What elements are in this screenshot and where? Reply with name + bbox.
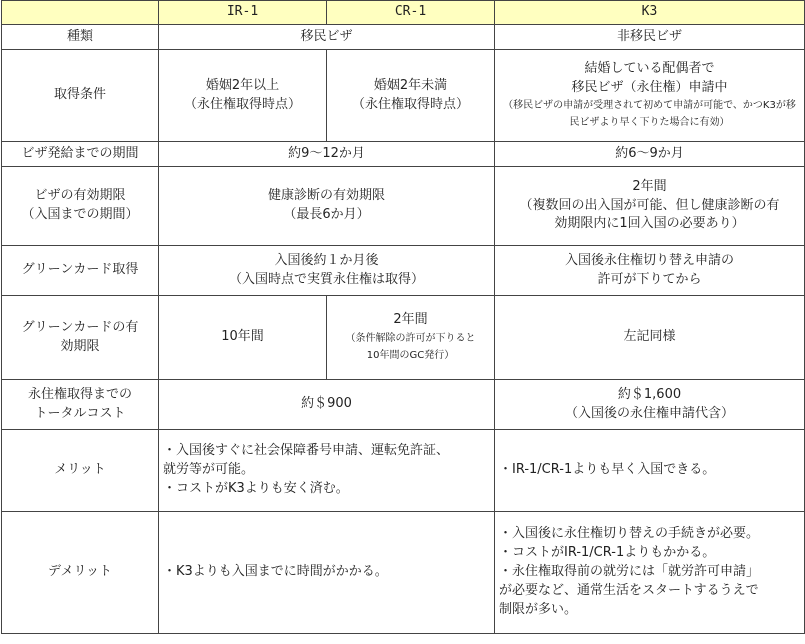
cell-period-ircr: 約9～12か月	[159, 142, 495, 167]
header-cr1: CR-1	[327, 1, 495, 25]
demerit-k3-line5: 制限が多い。	[499, 601, 578, 617]
row-greencard	[2, 246, 805, 296]
corner-cell	[2, 1, 159, 25]
gc-validity-cr1-line1: 2年間	[393, 312, 428, 328]
condition-k3-line1: 結婚している配偶者で	[584, 60, 715, 76]
cell-demerit-k3	[495, 512, 805, 634]
row-label-greencard: グリーンカード取得	[2, 246, 159, 296]
header-ir1: IR-1	[159, 1, 327, 25]
header-row	[2, 1, 805, 25]
cell-cost-k3	[495, 380, 805, 430]
cell-period-k3: 約6～9か月	[495, 142, 805, 167]
demerit-k3-line3: ・永住権取得前の就労には「就労許可申請」	[499, 564, 760, 580]
cell-greencard-ircr	[159, 246, 495, 296]
validity-label-line1: ビザの有効期限	[34, 188, 126, 204]
row-condition	[2, 50, 805, 142]
greencard-k3-line1: 入国後永住権切り替え申請の	[564, 252, 734, 268]
condition-ir1-line2: （永住権取得時点）	[183, 96, 301, 112]
cost-k3-line2: （入国後の永住権申請代含）	[564, 405, 734, 421]
cell-kind-k3: 非移民ビザ	[495, 25, 805, 50]
cost-k3-line1: 約＄1,600	[617, 386, 682, 402]
validity-ircr-line1: 健康診断の有効期限	[267, 188, 385, 204]
gc-validity-cr1-note2: 10年間のGC発行）	[366, 349, 455, 361]
merit-ircr-line2: 就労等が可能。	[163, 462, 255, 478]
gc-validity-cr1-note1: （条件解除の許可が下りると	[345, 332, 476, 344]
condition-cr1-line1: 婚姻2年未満	[373, 77, 448, 93]
row-period	[2, 142, 805, 167]
cell-kind-ircr: 移民ビザ	[159, 25, 495, 50]
row-gc-validity	[2, 296, 805, 380]
cell-gc-validity-ir1: 10年間	[159, 296, 327, 380]
gc-validity-label-line2: 効期限	[60, 338, 100, 354]
cell-condition-cr1	[327, 50, 495, 142]
row-label-period: ビザ発給までの期間	[2, 142, 159, 167]
cell-validity-k3	[495, 167, 805, 246]
row-label-validity	[2, 167, 159, 246]
row-label-demerit: デメリット	[2, 512, 159, 634]
demerit-k3-line4: が必要など、通常生活をスタートするうえで	[499, 582, 759, 598]
row-label-merit: メリット	[2, 430, 159, 512]
cell-condition-k3	[495, 50, 805, 142]
merit-ircr-line1: ・入国後すぐに社会保障番号申請、運転免許証、	[163, 443, 450, 459]
row-label-cost	[2, 380, 159, 430]
comparison-table	[1, 0, 805, 634]
merit-ircr-line3: ・コストがK3よりも安く済む。	[163, 480, 349, 496]
cell-demerit-ircr: ・K3よりも入国までに時間がかかる。	[159, 512, 495, 634]
demerit-k3-line2: ・コストがIR-1/CR-1よりもかかる。	[499, 545, 716, 561]
cost-label-line2: トータルコスト	[34, 405, 126, 421]
condition-k3-note: （移民ビザの申請が受理されて初めて申請が可能で、かつK3が移民ビザより早く下りた場合に有効）	[503, 100, 796, 129]
validity-ircr-line2: （最長6か月）	[283, 207, 370, 222]
greencard-ircr-line2: （入国時点で実質永住権は取得）	[228, 271, 424, 287]
condition-k3-line2: 移民ビザ（永住権）申請中	[571, 79, 728, 95]
header-k3: K3	[495, 1, 805, 25]
condition-cr1-line2: （永住権取得時点）	[351, 96, 469, 112]
cell-gc-validity-cr1	[327, 296, 495, 380]
cell-merit-k3: ・IR-1/CR-1よりも早く入国できる。	[495, 430, 805, 512]
row-label-gc-validity	[2, 296, 159, 380]
cost-label-line1: 永住権取得までの	[27, 386, 132, 402]
greencard-k3-line2: 許可が下りてから	[597, 271, 702, 287]
cell-gc-validity-k3: 左記同様	[495, 296, 805, 380]
greencard-ircr-line1: 入国後約１か月後	[274, 252, 379, 268]
validity-k3-line1: 2年間	[632, 178, 667, 194]
condition-ir1-line1: 婚姻2年以上	[205, 77, 280, 93]
cell-cost-ircr: 約＄900	[159, 380, 495, 430]
gc-validity-label-line1: グリーンカードの有	[21, 319, 139, 335]
row-validity	[2, 167, 805, 246]
row-label-kind: 種類	[2, 25, 159, 50]
validity-label-line2: （入国までの期間）	[21, 207, 139, 222]
row-merit	[2, 430, 805, 512]
cell-merit-ircr	[159, 430, 495, 512]
row-kind	[2, 25, 805, 50]
demerit-k3-line1: ・入国後に永住権切り替えの手続きが必要。	[499, 526, 760, 542]
row-demerit	[2, 512, 805, 634]
row-cost	[2, 380, 805, 430]
row-label-condition: 取得条件	[2, 50, 159, 142]
cell-validity-ircr	[159, 167, 495, 246]
validity-k3-line2: （複数回の出入国が可能、但し健康診断の有	[519, 197, 780, 213]
cell-greencard-k3	[495, 246, 805, 296]
cell-condition-ir1	[159, 50, 327, 142]
validity-k3-line3: 効期限内に1回入国の必要あり）	[554, 216, 745, 232]
